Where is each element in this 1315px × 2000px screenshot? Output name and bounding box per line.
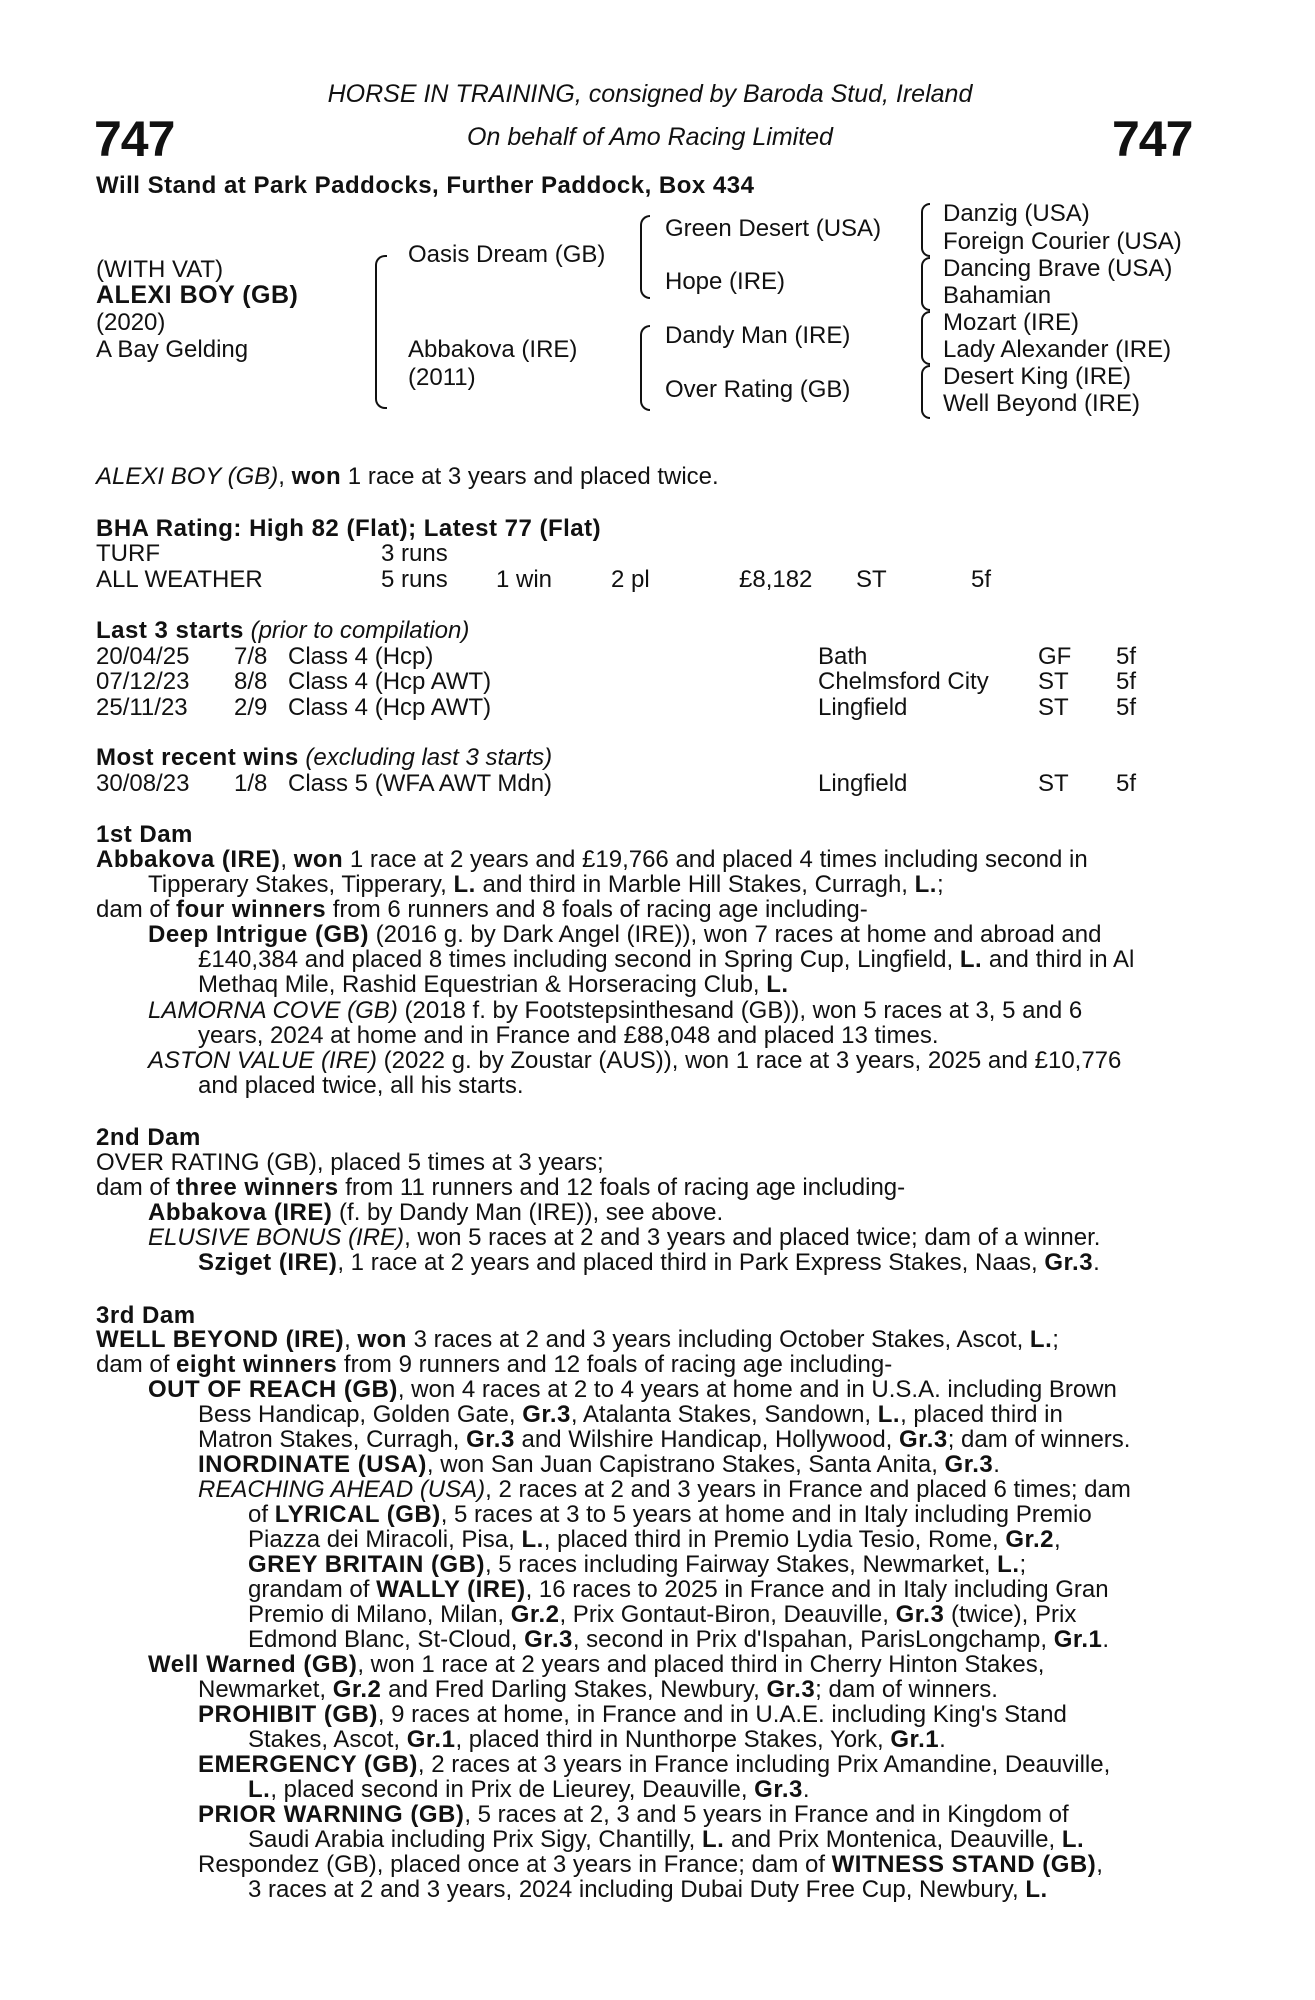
dam3-l7a: Piazza dei Miracoli, Pisa, <box>248 1526 522 1553</box>
pedigree-gg-4: Bahamian <box>943 282 1052 309</box>
pedigree-brace-gg4 <box>921 365 930 419</box>
pedigree-brace-main <box>375 255 387 409</box>
pedigree-dam-dam: Over Rating (GB) <box>665 376 851 403</box>
dam3-name: WELL BEYOND (IRE) <box>96 1326 345 1353</box>
dam3-l2b: , Atalanta Stakes, Sandown, <box>570 1401 878 1428</box>
dam1-child3-line1 <box>148 1048 1216 1074</box>
horse-description: A Bay Gelding <box>96 336 249 363</box>
dam3-l9a: grandam of <box>248 1576 377 1603</box>
dam3-l10 <box>248 1602 1216 1628</box>
pedigree-brace-gg2 <box>921 257 930 311</box>
summary-won: won <box>291 463 342 490</box>
listed-label: L. <box>877 1401 901 1428</box>
dam3-well-warned: Well Warned (GB) <box>148 1651 358 1678</box>
dam1-child3-line2 <box>198 1073 1216 1099</box>
listed-label: L. <box>453 871 476 898</box>
dam2-damof-rest: from 11 runners and 12 foals of racing age including- <box>338 1174 906 1201</box>
dam3-l12b: , won 1 race at 2 years and placed third in Cherry Hinton Stakes, <box>357 1651 1045 1678</box>
dam3-heading: 3rd Dam <box>96 1302 196 1329</box>
listed-label: L. <box>959 946 983 973</box>
dam3-l18 <box>198 1802 1216 1828</box>
dam2-grandchild-end: . <box>1093 1249 1100 1276</box>
dam3-line1: WELL BEYOND (IRE), won 3 races at 2 and 3 years including October Stakes, Ascot, L.; <box>96 1326 1059 1353</box>
group-label: Gr.3 <box>522 1401 571 1428</box>
recent-class: Class 5 (WFA AWT Mdn) <box>288 770 553 797</box>
start-position: 2/9 <box>234 694 268 721</box>
dam2-grandchild-name: Sziget (IRE) <box>198 1249 338 1276</box>
dam3-l9 <box>248 1577 1216 1603</box>
dam3-l4 <box>198 1452 1216 1478</box>
dam3-l11 <box>248 1627 1216 1653</box>
start-date: 20/04/25 <box>96 643 190 670</box>
lot-number-left: 747 <box>94 111 175 167</box>
aw-placed: 2 pl <box>611 566 650 593</box>
dam3-l2c: , placed third in <box>900 1401 1063 1428</box>
pedigree-sire-dam: Hope (IRE) <box>665 268 786 295</box>
dam3-l8 <box>248 1552 1216 1578</box>
listed-label: L. <box>914 871 937 898</box>
dam3-l13b: and Fred Darling Stakes, Newbury, <box>381 1676 767 1703</box>
dam3-l19a: Saudi Arabia including Prix Sigy, Chantilly, <box>248 1826 703 1853</box>
dam3-l16b: , 2 races at 3 years in France including Prix Amandine, Deauville, <box>417 1751 1111 1778</box>
dam3-prohibit: PROHIBIT (GB) <box>198 1701 378 1728</box>
dam3-damof-rest: from 9 runners and 12 foals of racing age including- <box>337 1351 893 1378</box>
dam3-l17c: . <box>802 1776 810 1803</box>
dam1-child1-t3: Methaq Mile, Rashid Equestrian & Horseracing Club, <box>198 971 767 998</box>
dam3-l19b: and Prix Montenica, Deauville, <box>724 1826 1062 1853</box>
listed-label: L. <box>1025 1876 1048 1903</box>
recent-going: ST <box>1038 770 1069 797</box>
dam1-line1: Abbakova (IRE), won 1 race at 2 years and £19,766 and placed 4 times including second in <box>96 846 1088 873</box>
pedigree-gg-8: Well Beyond (IRE) <box>943 390 1140 417</box>
recent-course: Lingfield <box>818 770 908 797</box>
dam3-l17b: , placed second in Prix de Lieurey, Deauville, <box>270 1776 755 1803</box>
pedigree-dam-year: (2011) <box>408 364 476 391</box>
horse-name: ALEXI BOY (GB) <box>96 281 299 309</box>
dam3-won: won <box>357 1326 407 1353</box>
dam3-grey-britain: GREY BRITAIN (GB) <box>248 1551 485 1578</box>
consignor-line: HORSE IN TRAINING, consigned by Baroda Stud, Ireland <box>327 80 973 108</box>
start-date: 07/12/23 <box>96 668 190 695</box>
dam2-heading: 2nd Dam <box>96 1124 201 1151</box>
aw-prize: £8,182 <box>739 566 813 593</box>
dam3-out-of-reach: OUT OF REACH (GB) <box>148 1376 398 1403</box>
dam2-t1: OVER RATING (GB), placed 5 times at 3 years; <box>96 1149 604 1176</box>
dam3-l20a: Respondez (GB), placed once at 3 years in France; dam of <box>198 1851 832 1878</box>
dam1-heading: 1st Dam <box>96 821 193 848</box>
dam1-damof-text: dam of <box>96 896 177 923</box>
start-distance: 5f <box>1116 694 1137 721</box>
dam3-l21 <box>248 1877 1216 1903</box>
dam1-child1-t2b: and third in Al <box>982 946 1135 973</box>
pedigree-dam-sire: Dandy Man (IRE) <box>665 322 851 349</box>
pedigree-brace-gg3 <box>921 311 930 365</box>
lot-number-right: 747 <box>1112 111 1193 167</box>
group-label: Gr.3 <box>944 1451 994 1478</box>
dam1-name: Abbakova (IRE) <box>96 846 281 873</box>
recent-date: 30/08/23 <box>96 770 190 797</box>
turf-label: TURF <box>96 540 160 567</box>
pedigree-sire-sire: Green Desert (USA) <box>665 215 882 242</box>
start-position: 7/8 <box>234 643 268 670</box>
dam1-child3-name: ASTON VALUE (IRE) <box>148 1047 377 1074</box>
dam3-l4c: . <box>993 1451 1000 1478</box>
aw-runs: 5 runs <box>381 566 448 593</box>
dam2-winners: three winners <box>176 1174 339 1201</box>
start-date: 25/11/23 <box>96 694 188 721</box>
listed-label: L. <box>766 971 789 998</box>
dam3-l12 <box>148 1652 1216 1678</box>
last3-heading <box>96 617 469 645</box>
dam1-child1-line2 <box>198 947 1216 973</box>
last3-row <box>96 643 1196 669</box>
group-label: Gr.3 <box>899 1426 948 1453</box>
vat-note: (WITH VAT) <box>96 256 224 283</box>
dam3-l4b: , won San Juan Capistrano Stakes, Santa Anita, <box>426 1451 945 1478</box>
bha-rating: BHA Rating: High 82 (Flat); Latest 77 (Flat) <box>96 515 602 542</box>
dam3-l6 <box>248 1502 1216 1528</box>
group-label: Gr.1 <box>890 1726 940 1753</box>
dam1-t1: 1 race at 2 years and £19,766 and placed 4 times including second in <box>343 846 1088 873</box>
dam3-l2a: Bess Handicap, Golden Gate, <box>198 1401 523 1428</box>
start-class: Class 4 (Hcp AWT) <box>288 668 492 695</box>
listed-label: L. <box>1061 1826 1085 1853</box>
dam3-l6b: , 5 races at 3 to 5 years at home and in Italy including Premio <box>440 1501 1092 1528</box>
aw-distance: 5f <box>971 566 992 593</box>
dam1-t2e: ; <box>936 871 944 898</box>
dam1-child2-t1: (2018 f. by Footstepsinthesand (GB)), won 5 races at 3, 5 and 6 <box>397 997 1083 1024</box>
dam3-l13a: Newmarket, <box>198 1676 333 1703</box>
dam3-l13c: ; dam of winners. <box>815 1676 998 1703</box>
dam3-l2 <box>198 1402 1216 1428</box>
dam3-l15c: . <box>939 1726 946 1753</box>
dam3-l17 <box>248 1777 1216 1803</box>
recent-position: 1/8 <box>234 770 268 797</box>
pedigree-sire: Oasis Dream (GB) <box>408 241 606 268</box>
recent-note: (excluding last 3 starts) <box>305 744 553 771</box>
dam3-l19 <box>248 1827 1216 1853</box>
start-going: ST <box>1038 668 1069 695</box>
dam3-wally: WALLY (IRE) <box>376 1576 526 1603</box>
dam3-l1 <box>148 1377 1216 1403</box>
start-going: GF <box>1038 643 1072 670</box>
dam3-l1b: , won 4 races at 2 to 4 years at home and in U.S.A. including Brown <box>397 1376 1117 1403</box>
pedigree-brace-sire <box>640 215 650 299</box>
dam3-l20 <box>198 1852 1216 1878</box>
pedigree-brace-dam <box>640 325 650 411</box>
dam3-l14 <box>198 1702 1216 1728</box>
recent-row <box>96 770 1196 796</box>
dam1-damof-rest: from 6 runners and 8 foals of racing age including- <box>326 896 868 923</box>
start-position: 8/8 <box>234 668 268 695</box>
group-label: Gr.3 <box>1044 1249 1094 1276</box>
dam2-child1-name: Abbakova (IRE) <box>148 1199 333 1226</box>
dam3-l8c: ; <box>1019 1551 1027 1578</box>
dam2-child1-rest: (f. by Dandy Man (IRE)), see above. <box>332 1199 724 1226</box>
start-distance: 5f <box>1116 643 1137 670</box>
dam2-child2 <box>148 1225 1216 1251</box>
pedigree-dam: Abbakova (IRE) <box>408 336 578 363</box>
pedigree-gg-6: Lady Alexander (IRE) <box>943 336 1172 363</box>
dam3-l6a: of <box>248 1501 275 1528</box>
dam3-damof-text: dam of <box>96 1351 177 1378</box>
summary-horse-name: ALEXI BOY (GB) <box>96 463 279 490</box>
dam3-l10c: (twice), Prix <box>944 1601 1077 1628</box>
group-label: Gr.3 <box>895 1601 945 1628</box>
pedigree-gg-3: Dancing Brave (USA) <box>943 255 1173 282</box>
dam1-won: won <box>293 846 344 873</box>
aw-going: ST <box>856 566 887 593</box>
horse-year: (2020) <box>96 309 166 336</box>
dam1-child3-t1: (2022 g. by Zoustar (AUS)), won 1 race at 3 years, 2025 and £10,776 <box>376 1047 1122 1074</box>
aw-row <box>96 566 1196 592</box>
dam1-t2: Tipperary Stakes, Tipperary, <box>148 871 454 898</box>
dam3-inordinate: INORDINATE (USA) <box>198 1451 427 1478</box>
behalf-line: On behalf of Amo Racing Limited <box>467 123 833 151</box>
dam3-t1: 3 races at 2 and 3 years including October Stakes, Ascot, <box>406 1326 1030 1353</box>
start-course: Lingfield <box>818 694 908 721</box>
dam3-l21a: 3 races at 2 and 3 years, 2024 including Dubai Duty Free Cup, Newbury, <box>248 1876 1026 1903</box>
dam3-damof <box>96 1352 1216 1378</box>
dam3-l7c: , <box>1054 1526 1061 1553</box>
start-distance: 5f <box>1116 668 1137 695</box>
dam2-child2-rest: , won 5 races at 2 and 3 years and placed twice; dam of a winner. <box>404 1224 1101 1251</box>
start-course: Chelmsford City <box>818 668 989 695</box>
group-label: Gr.3 <box>524 1626 573 1653</box>
dam3-witness-stand: WITNESS STAND (GB) <box>831 1851 1097 1878</box>
group-label: Gr.2 <box>1005 1526 1055 1553</box>
start-course: Bath <box>818 643 868 670</box>
dam3-l3 <box>198 1427 1216 1453</box>
dam1-child2-t2: years, 2024 at home and in France and £88,048 and placed 13 times. <box>198 1022 939 1049</box>
turf-row <box>96 540 1196 566</box>
dam3-l3a: Matron Stakes, Curragh, <box>198 1426 467 1453</box>
dam1-child1-t2: £140,384 and placed 8 times including second in Spring Cup, Lingfield, <box>198 946 960 973</box>
dam3-l13 <box>198 1677 1216 1703</box>
dam3-semi: ; <box>1052 1326 1059 1353</box>
dam3-l10a: Premio di Milano, Milan, <box>248 1601 511 1628</box>
dam3-l8b: , 5 races including Fairway Stakes, Newmarket, <box>484 1551 998 1578</box>
dam1-child2-line1 <box>148 998 1216 1024</box>
dam1-child2-line2 <box>198 1023 1216 1049</box>
dam3-l18b: , 5 races at 2, 3 and 5 years in France and in Kingdom of <box>464 1801 1069 1828</box>
recent-title: Most recent wins <box>96 744 299 771</box>
dam3-l15a: Stakes, Ascot, <box>248 1726 407 1753</box>
pedigree-gg-1: Danzig (USA) <box>943 200 1090 227</box>
turf-runs: 3 runs <box>381 540 448 567</box>
group-label: Gr.3 <box>766 1676 816 1703</box>
dam1-winners: four winners <box>176 896 327 923</box>
dam2-line1 <box>96 1150 1216 1176</box>
dam1-child1-t1: (2016 g. by Dark Angel (IRE)), won 7 races at home and abroad and <box>369 921 1102 948</box>
pedigree-brace-gg1 <box>921 203 930 257</box>
pedigree-gg-7: Desert King (IRE) <box>943 363 1132 390</box>
group-label: Gr.1 <box>406 1726 456 1753</box>
listed-label: L. <box>997 1551 1020 1578</box>
dam3-prior-warning: PRIOR WARNING (GB) <box>198 1801 465 1828</box>
last3-title: Last 3 starts <box>96 617 244 644</box>
dam3-l16 <box>198 1752 1216 1778</box>
summary-text: 1 race at 3 years and placed twice. <box>341 463 719 490</box>
group-label: Gr.3 <box>466 1426 515 1453</box>
dam3-reaching-ahead: REACHING AHEAD (USA) <box>198 1476 486 1503</box>
dam2-grandchild-rest: , 1 race at 2 years and placed third in Park Express Stakes, Naas, <box>337 1249 1045 1276</box>
last3-note: (prior to compilation) <box>250 617 470 644</box>
dam3-l3b: and Wilshire Handicap, Hollywood, <box>514 1426 900 1453</box>
dam1-child2-name: LAMORNA COVE (GB) <box>148 997 398 1024</box>
dam1-child1-line3 <box>198 972 1216 998</box>
dam3-l9b: , 16 races to 2025 in France and in Italy including Gran <box>525 1576 1109 1603</box>
dam3-l15 <box>248 1727 1216 1753</box>
dam1-child1-line1 <box>148 922 1216 948</box>
dam3-l3c: ; dam of winners. <box>947 1426 1131 1453</box>
listed-label: L. <box>248 1776 271 1803</box>
pedigree-gg-2: Foreign Courier (USA) <box>943 228 1182 255</box>
dam3-lyrical: LYRICAL (GB) <box>274 1501 441 1528</box>
dam3-l7b: , placed third in Premio Lydia Tesio, Rome, <box>543 1526 1006 1553</box>
dam1-t2c: and third in Marble Hill Stakes, Curragh, <box>475 871 915 898</box>
last3-row <box>96 668 1196 694</box>
dam3-l15b: , placed third in Nunthorpe Stakes, York, <box>455 1726 891 1753</box>
aw-wins: 1 win <box>496 566 553 593</box>
recent-heading <box>96 744 552 772</box>
dam1-line2 <box>148 872 1216 898</box>
dam3-l14b: , 9 races at home, in France and in U.A.E. including King's Stand <box>377 1701 1067 1728</box>
dam2-damof-text: dam of <box>96 1174 177 1201</box>
dam2-damof <box>96 1175 1216 1201</box>
dam3-l10b: , Prix Gontaut-Biron, Deauville, <box>559 1601 896 1628</box>
dam2-child2-name: ELUSIVE BONUS (IRE) <box>148 1224 405 1251</box>
dam3-emergency: EMERGENCY (GB) <box>198 1751 418 1778</box>
dam3-l5b: , 2 races at 2 and 3 years in France and placed 6 times; dam <box>485 1476 1131 1503</box>
dam3-l11a: Edmond Blanc, St-Cloud, <box>248 1626 525 1653</box>
listed-label: L. <box>1029 1326 1053 1353</box>
start-going: ST <box>1038 694 1069 721</box>
group-label: Gr.2 <box>332 1676 382 1703</box>
listed-label: L. <box>702 1826 725 1853</box>
dam1-damof <box>96 897 1216 923</box>
dam1-child3-t2: and placed twice, all his starts. <box>198 1072 524 1099</box>
aw-label: ALL WEATHER <box>96 566 263 593</box>
pedigree-gg-5: Mozart (IRE) <box>943 309 1080 336</box>
listed-label: L. <box>521 1526 544 1553</box>
dam2-grandchild <box>198 1250 1216 1276</box>
start-class: Class 4 (Hcp AWT) <box>288 694 492 721</box>
dam3-l11c: . <box>1102 1626 1110 1653</box>
stand-location: Will Stand at Park Paddocks, Further Paddock, Box 434 <box>96 172 755 199</box>
start-class: Class 4 (Hcp) <box>288 643 434 670</box>
dam3-l7 <box>248 1527 1216 1553</box>
group-label: Gr.3 <box>754 1776 803 1803</box>
group-label: Gr.1 <box>1053 1626 1103 1653</box>
dam3-winners: eight winners <box>176 1351 338 1378</box>
recent-distance: 5f <box>1116 770 1137 797</box>
group-label: Gr.2 <box>510 1601 560 1628</box>
dam1-child1-name: Deep Intrigue (GB) <box>148 921 370 948</box>
dam3-l20b: , <box>1096 1851 1103 1878</box>
race-summary: ALEXI BOY (GB), won 1 race at 3 years and placed twice. <box>96 463 719 490</box>
dam3-l5 <box>198 1477 1216 1503</box>
dam3-l11b: , second in Prix d'Ispahan, ParisLongchamp, <box>572 1626 1054 1653</box>
last3-row <box>96 694 1196 720</box>
dam2-child1 <box>148 1200 1216 1226</box>
